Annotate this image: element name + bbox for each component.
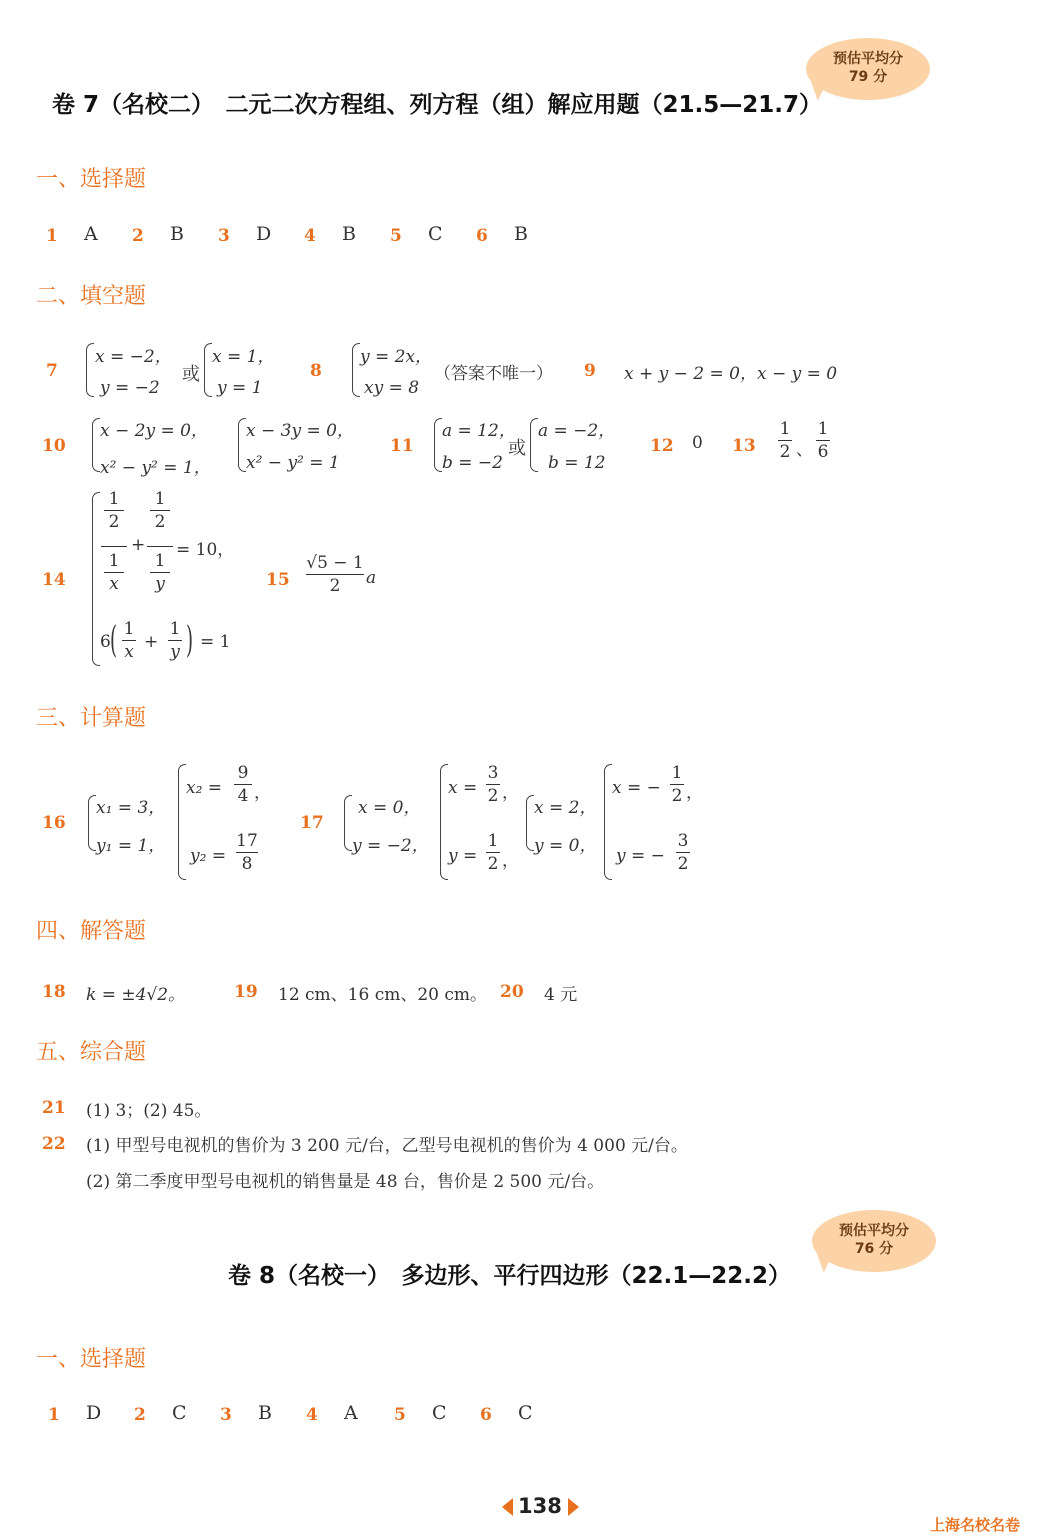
denominator: 2 (154, 512, 166, 532)
equation: x = 0， (358, 798, 421, 818)
exam7-title: 卷 7（名校二） 二元二次方程组、列方程（组）解应用题（21.5—21.7） (52, 92, 823, 118)
q-number: 5 (390, 226, 402, 246)
q-number: 4 (304, 226, 316, 246)
numerator: 1 (154, 489, 166, 509)
comma: ， (686, 783, 703, 803)
brand-label: 上海名校名卷 (930, 1516, 1021, 1534)
q-number: 3 (218, 226, 230, 246)
answer-value: (1) 3；(2) 45。 (86, 1101, 212, 1121)
denominator: 2 (487, 854, 499, 874)
fraction (670, 762, 684, 807)
numerator: 1 (123, 619, 135, 639)
answer-value: 4 元 (544, 985, 578, 1005)
fraction (234, 762, 252, 807)
comma: ， (502, 851, 519, 871)
q-number: 22 (42, 1134, 66, 1154)
q-number: 16 (42, 813, 66, 833)
badge-label: 预估平均分 (833, 51, 903, 67)
system-brace (352, 343, 360, 397)
q-number: 21 (42, 1098, 66, 1118)
system-brace (344, 795, 352, 851)
comma: ， (254, 783, 271, 803)
equation: x₁ = 3， (96, 798, 166, 818)
section-fill: 二、填空题 (36, 284, 147, 309)
choice-answer: C (172, 1402, 187, 1424)
q-number: 1 (48, 1405, 60, 1425)
equation: x = −2， (95, 347, 172, 367)
fraction (676, 830, 690, 875)
q-number: 14 (42, 570, 66, 590)
q-number: 1 (46, 226, 58, 246)
q-number: 4 (306, 1405, 318, 1425)
system-brace (92, 492, 100, 666)
numerator: √5 − 1 (306, 553, 364, 573)
section-choice: 一、选择题 (36, 167, 147, 192)
coefficient: 6 (100, 632, 111, 652)
equation: y = −2， (352, 836, 429, 856)
q-number: 2 (132, 226, 144, 246)
exam7-score-badge (806, 38, 930, 100)
system-brace (92, 418, 100, 472)
equation: y₂ = (190, 846, 227, 866)
system-brace (526, 795, 534, 851)
choice-answer: C (518, 1402, 533, 1424)
fraction (486, 762, 500, 807)
choice-answer: B (514, 223, 528, 245)
answer-value: 12 cm、16 cm、20 cm。 (278, 985, 488, 1005)
denominator: 2 (329, 576, 341, 596)
choice-answer: B (342, 223, 356, 245)
equation: a = −2， (538, 421, 616, 441)
answer-line: (2) 第二季度甲型号电视机的销售量是 48 台，售价是 2 500 元/台。 (86, 1172, 605, 1192)
denominator: y (170, 642, 180, 662)
separator: 、 (796, 440, 813, 460)
q-number: 5 (394, 1405, 406, 1425)
equation: x² − y² = 1， (100, 458, 211, 478)
numerator: 1 (671, 763, 683, 783)
equation: y = 2x， (360, 347, 433, 367)
section-solve: 四、解答题 (36, 919, 147, 944)
denominator: 6 (817, 442, 829, 462)
equation: x = − (612, 778, 661, 798)
system-brace (204, 343, 212, 397)
equation: x = 2， (534, 798, 597, 818)
denominator: 4 (237, 786, 249, 806)
fraction (168, 618, 182, 663)
fraction (306, 552, 364, 597)
equals-text: = 10， (176, 540, 235, 560)
q-number: 13 (732, 436, 756, 456)
q-number: 2 (134, 1405, 146, 1425)
fraction (816, 418, 830, 463)
denominator: 2 (487, 786, 499, 806)
q-number: 10 (42, 436, 66, 456)
equation: x + y − 2 = 0，x − y = 0 (624, 364, 838, 384)
choice-answer: B (258, 1402, 272, 1424)
or-text: 或 (508, 438, 526, 459)
equals-text: = 1 (200, 632, 231, 652)
equation: xy = 8 (364, 378, 420, 398)
equation: b = 12 (548, 453, 606, 473)
compound-fraction (104, 550, 124, 595)
badge-score: 76 分 (854, 1241, 894, 1257)
answer-line: (1) 甲型号电视机的售价为 3 200 元/台，乙型号电视机的售价为 4 000 元/台。 (86, 1136, 688, 1156)
fraction (236, 830, 258, 875)
fraction (486, 830, 500, 875)
denominator: 2 (108, 512, 120, 532)
equation: a = 12， (442, 421, 516, 441)
paren-open: ( (110, 620, 118, 661)
numerator: 3 (487, 763, 499, 783)
choice-answer: A (84, 223, 98, 245)
answer-value: 0 (692, 433, 703, 453)
fraction (122, 618, 136, 663)
q-number: 15 (266, 570, 290, 590)
system-brace (238, 418, 246, 472)
equation: x² − y² = 1 (246, 453, 340, 473)
numerator: 17 (236, 831, 258, 851)
equation: y = 0， (534, 836, 597, 856)
badge-score: 79 分 (848, 69, 888, 85)
comma: ， (502, 783, 519, 803)
choice-answer: C (428, 223, 443, 245)
compound-fraction (150, 550, 170, 595)
q-number: 8 (310, 361, 322, 381)
q-number: 12 (650, 436, 674, 456)
q-number: 9 (584, 361, 596, 381)
plus-sign: + (144, 632, 159, 652)
q-number: 3 (220, 1405, 232, 1425)
system-brace (530, 418, 538, 472)
equation: x = 1， (212, 347, 275, 367)
page-number: 138 (518, 1494, 562, 1518)
equation: y = 1 (217, 378, 263, 398)
equation: y = − (616, 846, 665, 866)
equation: y = −2 (100, 378, 160, 398)
equation: y = (448, 846, 478, 866)
q-number: 20 (500, 982, 524, 1002)
numerator: 1 (154, 551, 166, 571)
system-brace (178, 764, 186, 880)
denominator: 2 (677, 854, 689, 874)
equation: b = −2 (442, 453, 503, 473)
system-brace (604, 764, 612, 880)
paren-close: ) (186, 620, 194, 661)
numerator: 1 (817, 419, 829, 439)
denominator: 2 (671, 786, 683, 806)
system-brace (86, 343, 94, 397)
denominator: x (109, 574, 119, 594)
section-calc: 三、计算题 (36, 706, 147, 731)
variable: a (366, 568, 377, 588)
answer-value: k = ±4√2。 (86, 985, 186, 1005)
note-text: （答案不唯一） (434, 364, 553, 384)
system-brace (88, 795, 96, 851)
numerator: 1 (779, 419, 791, 439)
denominator: 8 (241, 854, 253, 874)
q-number: 11 (390, 436, 414, 456)
denominator: 2 (779, 442, 791, 462)
page-arrow-right-icon (568, 1498, 579, 1516)
choice-answer: D (86, 1402, 102, 1424)
q-number: 17 (300, 813, 324, 833)
section-comprehensive: 五、综合题 (36, 1040, 147, 1065)
equation: x − 3y = 0， (246, 421, 354, 441)
exam8-title: 卷 8（名校一） 多边形、平行四边形（22.1—22.2） (228, 1263, 792, 1289)
compound-fraction (104, 488, 124, 533)
compound-fraction (150, 488, 170, 533)
q-number: 18 (42, 982, 66, 1002)
numerator: 1 (108, 489, 120, 509)
q-number: 6 (480, 1405, 492, 1425)
system-brace (434, 418, 442, 472)
equation: y₁ = 1， (96, 836, 166, 856)
numerator: 1 (487, 831, 499, 851)
equation: x₂ = (186, 778, 223, 798)
choice-answer: A (344, 1402, 358, 1424)
section-choice: 一、选择题 (36, 1347, 147, 1372)
plus-sign: + (131, 535, 146, 555)
or-text: 或 (182, 364, 200, 385)
denominator: x (124, 642, 134, 662)
equation: x − 2y = 0， (100, 421, 208, 441)
q-number: 6 (476, 226, 488, 246)
q-number: 7 (46, 361, 58, 381)
system-brace (440, 764, 448, 880)
numerator: 3 (677, 831, 689, 851)
choice-answer: C (432, 1402, 447, 1424)
numerator: 9 (237, 763, 249, 783)
numerator: 1 (108, 551, 120, 571)
denominator: y (155, 574, 165, 594)
fraction (778, 418, 792, 463)
exam8-score-badge (812, 1210, 936, 1272)
equation: x = (448, 778, 478, 798)
q-number: 19 (234, 982, 258, 1002)
numerator: 1 (169, 619, 181, 639)
page-arrow-left-icon (502, 1498, 513, 1516)
choice-answer: B (170, 223, 184, 245)
choice-answer: D (256, 223, 272, 245)
badge-label: 预估平均分 (839, 1223, 909, 1239)
